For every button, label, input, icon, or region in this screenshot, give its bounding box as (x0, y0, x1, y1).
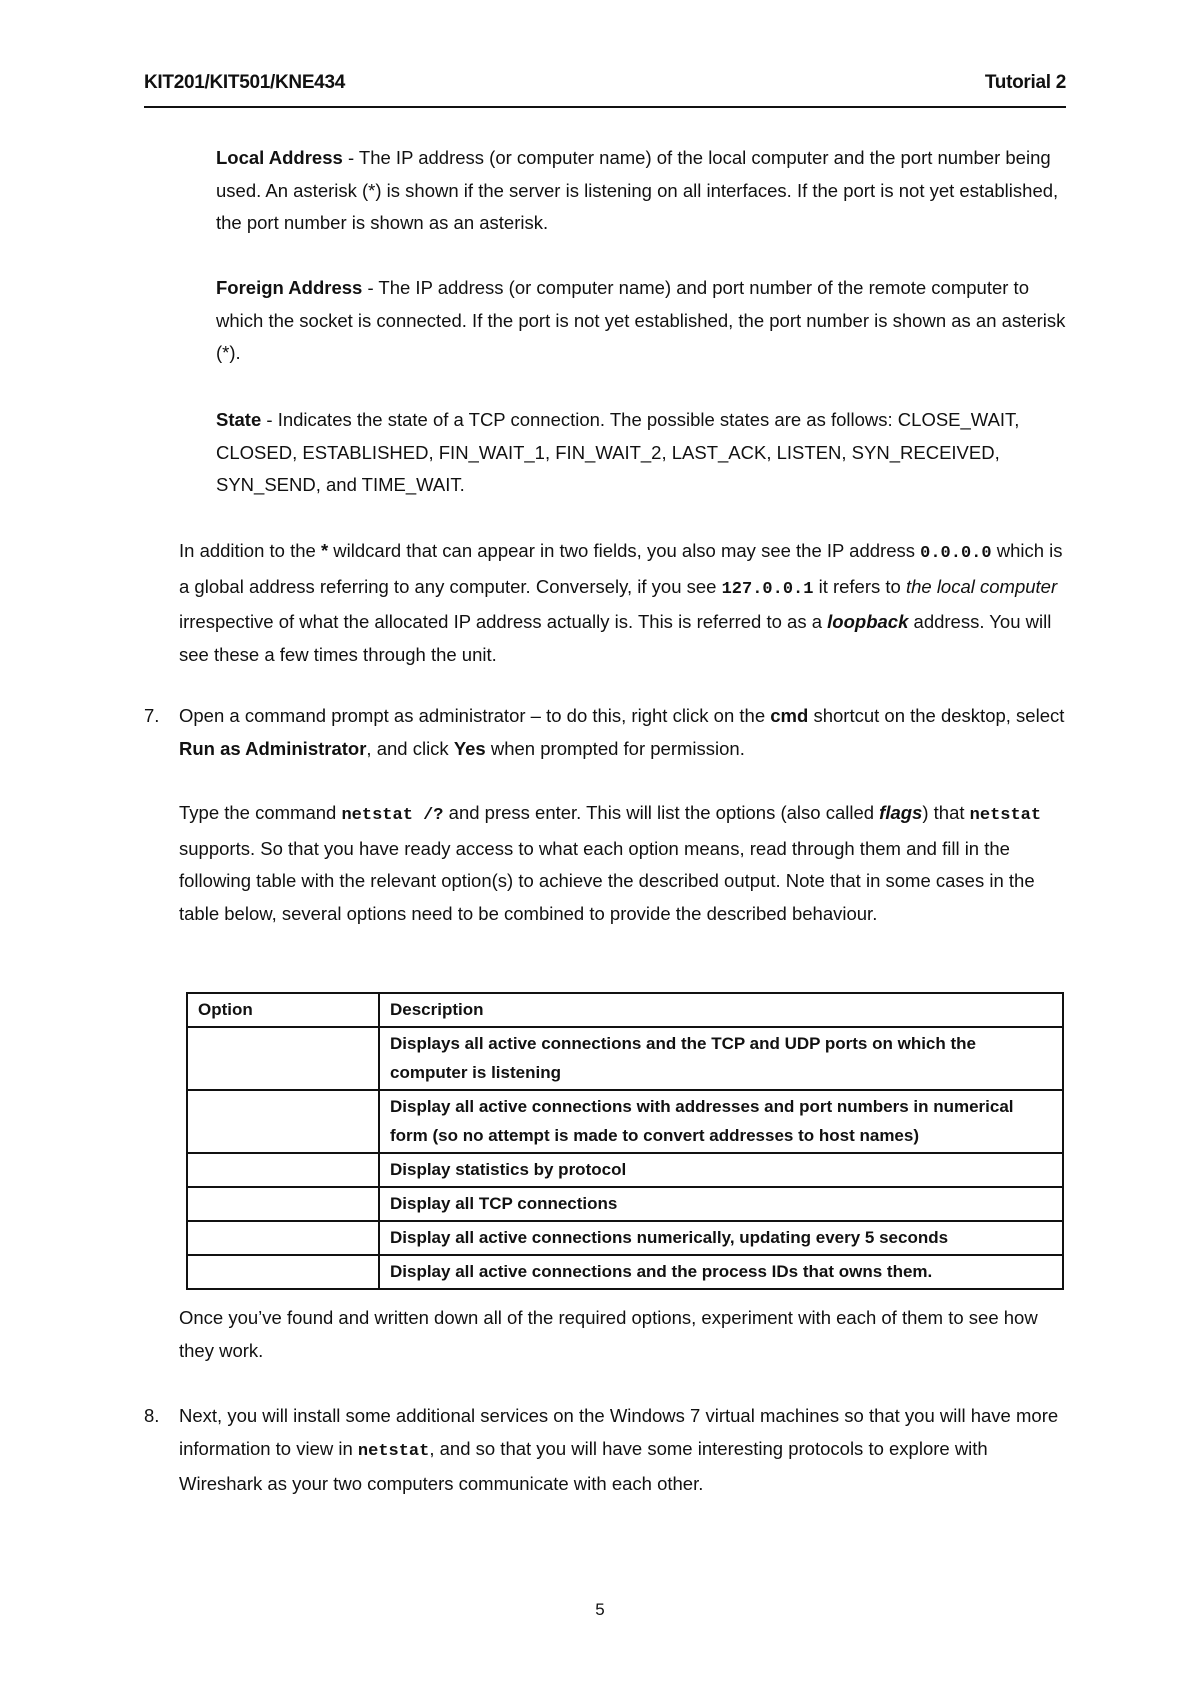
description-cell: Display all active connections with addresses and port numbers in numerical form (so no attempt is made to convert addresses to host names) (379, 1090, 1063, 1153)
step-7-paragraph: Open a command prompt as administrator – to do this, right click on the cmd shortcut on the desktop, select Run as Administrator, and click Yes when prompted for permission. (179, 705, 1065, 759)
course-codes: KIT201/KIT501/KNE434 (144, 72, 345, 93)
local-address-paragraph: Local Address - The IP address (or computer name) of the local computer and the port number being used. An asterisk (*) is shown if the server is listening on all interfaces. If the port is not yet established, the port number is shown as an asterisk. (216, 147, 1059, 233)
option-cell[interactable] (187, 1153, 379, 1187)
tutorial-title: Tutorial 2 (984, 72, 1066, 93)
state-paragraph: State - Indicates the state of a TCP connection. The possible states are as follows: CLOSE_WAIT, CLOSED, ESTABLISHED, FIN_WAIT_1, FIN_WAIT_2, LAST_ACK, LISTEN, SYN_RECEIVED, SYN_SEND, and TIME_WAIT. (216, 409, 1020, 495)
step-8-paragraph: Next, you will install some additional services on the Windows 7 virtual machines so that you will have more information to view in netstat, and so that you will have some interesting protocols to explore with Wireshark as your two computers communicate with each other. (179, 1405, 1059, 1494)
table-row (187, 1027, 1063, 1090)
description-cell: Display all active connections numerically, updating every 5 seconds (379, 1221, 1063, 1255)
description-cell: Display all TCP connections (379, 1187, 1063, 1221)
ip-loopback-address: 127.0.0.1 (721, 579, 814, 599)
page-header (144, 72, 1066, 108)
wildcard-paragraph: In addition to the * wildcard that can appear in two fields, you also may see the IP address 0.0.0.0 which is a global address referring to any computer. Conversely, if you see 127.0.0.1 it refers to the local computer irrespective of what the allocated IP address actually is. This is referred to as a loopback address. You will see these a few times through the unit. (179, 540, 1063, 665)
step-8-number: 8. (144, 1405, 160, 1426)
netstat-options-table (186, 992, 1064, 1290)
description-cell: Displays all active connections and the TCP and UDP ports on which the computer is listening (379, 1027, 1063, 1090)
table-row (187, 1255, 1063, 1289)
table-row (187, 1187, 1063, 1221)
option-cell[interactable] (187, 1090, 379, 1153)
table-header-row (187, 993, 1063, 1027)
table-row (187, 1090, 1063, 1153)
table-row (187, 1221, 1063, 1255)
option-header: Option (187, 993, 379, 1027)
option-cell[interactable] (187, 1187, 379, 1221)
table-row (187, 1153, 1063, 1187)
foreign-address-paragraph: Foreign Address - The IP address (or computer name) and port number of the remote computer to which the socket is connected. If the port is not yet established, the port number is shown as an asterisk (*). (216, 277, 1066, 363)
state-term: State (216, 409, 262, 430)
step-7-number: 7. (144, 705, 160, 726)
netstat-help-command: netstat /? (341, 806, 444, 825)
option-cell[interactable] (187, 1255, 379, 1289)
ip-any-address: 0.0.0.0 (920, 544, 992, 563)
loopback-term: loopback (827, 611, 909, 632)
description-header: Description (379, 993, 1063, 1027)
page-number: 5 (595, 1600, 605, 1619)
option-cell[interactable] (187, 1221, 379, 1255)
local-address-term: Local Address (216, 147, 343, 168)
description-cell: Display all active connections and the process IDs that owns them. (379, 1255, 1063, 1289)
foreign-address-term: Foreign Address (216, 277, 363, 298)
experiment-paragraph: Once you’ve found and written down all of the required options, experiment with each of them to see how they work. (179, 1307, 1038, 1361)
netstat-instructions: Type the command netstat /? and press enter. This will list the options (also called flags) that netstat supports. So that you have ready access to what each option means, read through them and fill in the following table with the relevant option(s) to achieve the described output. Note that in some cases in the table below, several options need to be combined to provide the described behaviour. (179, 802, 1042, 924)
option-cell[interactable] (187, 1027, 379, 1090)
description-cell: Display statistics by protocol (379, 1153, 1063, 1187)
